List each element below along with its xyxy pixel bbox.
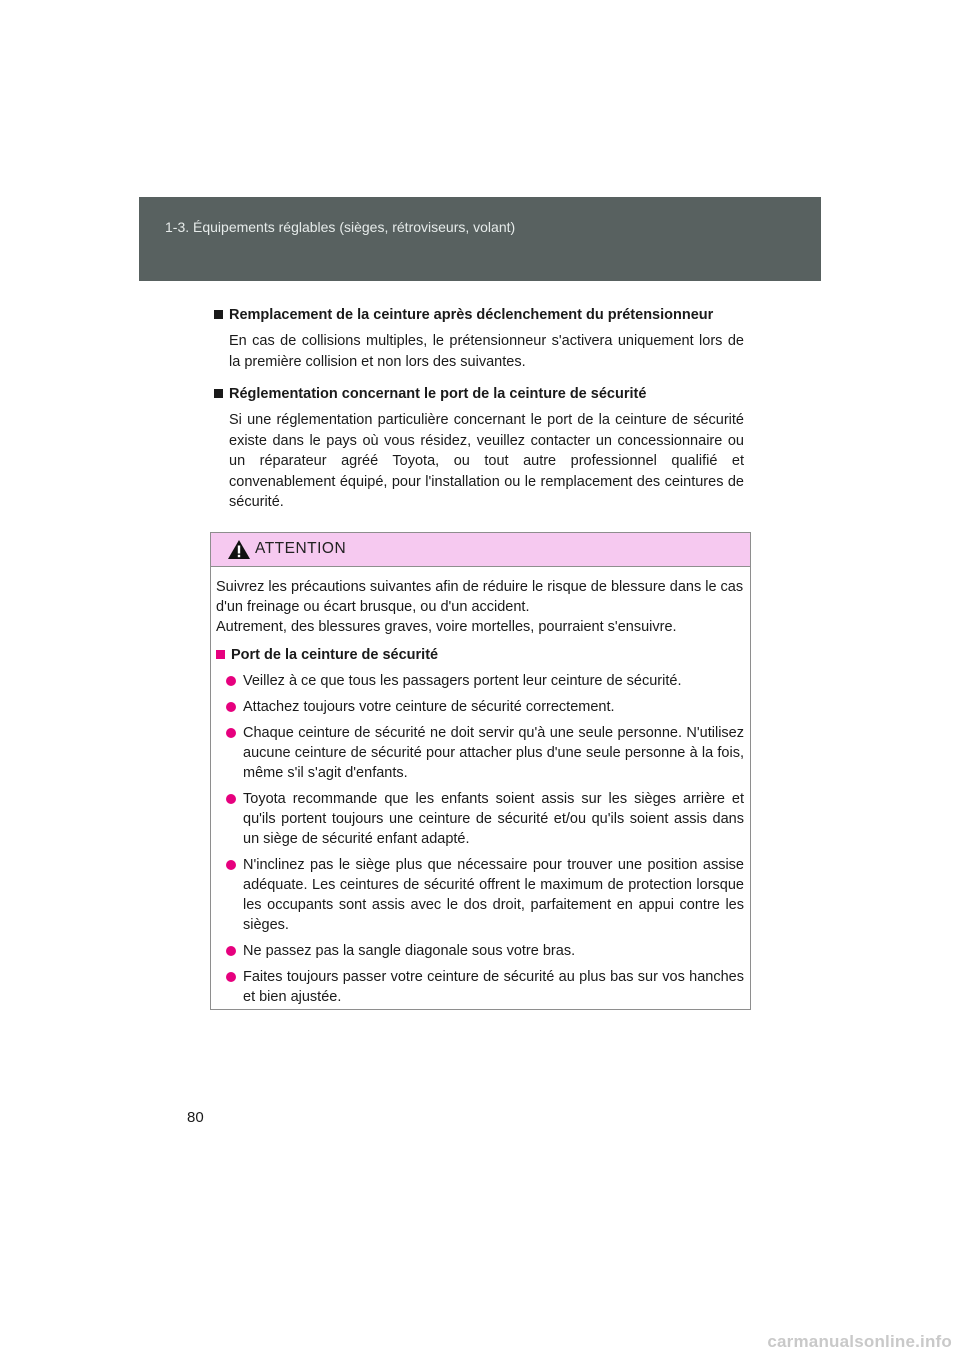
- list-item: [226, 697, 744, 717]
- attention-bullet-list: [216, 671, 744, 1007]
- square-bullet-icon: [214, 389, 223, 398]
- list-item: [226, 723, 744, 783]
- attention-title: ATTENTION: [255, 540, 347, 557]
- section-body-regulation: Si une réglementation particulière concernant le port de la ceinture de sécurité existe dans le pays où vous résidez, veuillez contacter un concessionnaire ou un réparateur agréé Toyota, ou tout autre professionnel qualifié et convenablement équipé, pour l'installation ou le remplacement des ceintures de sécurité.: [229, 412, 744, 510]
- section-heading-regulation: [214, 384, 744, 404]
- attention-intro-line: Autrement, des blessures graves, voire mortelles, pourraient s'ensuivre.: [216, 619, 677, 635]
- round-bullet-icon: [226, 972, 236, 982]
- square-bullet-icon: [216, 650, 225, 659]
- section-heading-pretensioner: [214, 305, 744, 325]
- list-item-text: Attachez toujours votre ceinture de sécurité correctement.: [243, 699, 615, 715]
- attention-header: [211, 533, 750, 567]
- warning-triangle-icon: [227, 539, 251, 560]
- square-bullet-icon: [214, 310, 223, 319]
- section-header-bar: [139, 197, 821, 281]
- list-item-text: Faites toujours passer votre ceinture de sécurité au plus bas sur vos hanches et bien ajustée.: [243, 969, 744, 1005]
- main-content: [214, 305, 744, 525]
- attention-subheading: [216, 645, 744, 665]
- round-bullet-icon: [226, 946, 236, 956]
- list-item: [226, 941, 744, 961]
- list-item-text: Toyota recommande que les enfants soient assis sur les sièges arrière et qu'ils portent toujours une ceinture de sécurité et/ou qu'ils soient assis dans un siège de sécurité enfant adapté.: [243, 791, 744, 847]
- section-body-pretensioner: En cas de collisions multiples, le prétensionneur s'activera uniquement lors de la première collision et non lors des suivantes.: [229, 333, 744, 370]
- round-bullet-icon: [226, 676, 236, 686]
- watermark: carmanualsonline.info: [767, 1332, 952, 1351]
- list-item-text: N'inclinez pas le siège plus que nécessaire pour trouver une position assise adéquate. Les ceintures de sécurité offrent le maximum de protection lorsque les occupants sont assis avec le dos droit, parfaitement en appui contre les sièges.: [243, 857, 744, 933]
- attention-box: [210, 532, 751, 1010]
- list-item: [226, 671, 744, 691]
- attention-subheading-text: Port de la ceinture de sécurité: [231, 647, 439, 663]
- list-item: [226, 789, 744, 849]
- list-item: [226, 967, 744, 1007]
- section-heading-text: Réglementation concernant le port de la ceinture de sécurité: [229, 386, 647, 402]
- round-bullet-icon: [226, 728, 236, 738]
- section-heading-text: Remplacement de la ceinture après déclenchement du prétensionneur: [229, 307, 714, 323]
- list-item-text: Ne passez pas la sangle diagonale sous votre bras.: [243, 943, 576, 959]
- section-title: 1-3. Équipements réglables (sièges, rétroviseurs, volant): [165, 219, 516, 235]
- round-bullet-icon: [226, 702, 236, 712]
- round-bullet-icon: [226, 794, 236, 804]
- list-item-text: Veillez à ce que tous les passagers portent leur ceinture de sécurité.: [243, 673, 682, 689]
- list-item-text: Chaque ceinture de sécurité ne doit servir qu'à une seule personne. N'utilisez aucune ceinture de sécurité pour attacher plus d'une seule personne à la fois, même s'il s'agit d'enfants.: [243, 725, 744, 781]
- round-bullet-icon: [226, 860, 236, 870]
- attention-body: [211, 567, 750, 1007]
- list-item: [226, 855, 744, 935]
- page-number: 80: [187, 1109, 204, 1126]
- attention-intro-line: Suivrez les précautions suivantes afin de réduire le risque de blessure dans le cas d'un freinage ou écart brusque, ou d'un accident.: [216, 579, 744, 615]
